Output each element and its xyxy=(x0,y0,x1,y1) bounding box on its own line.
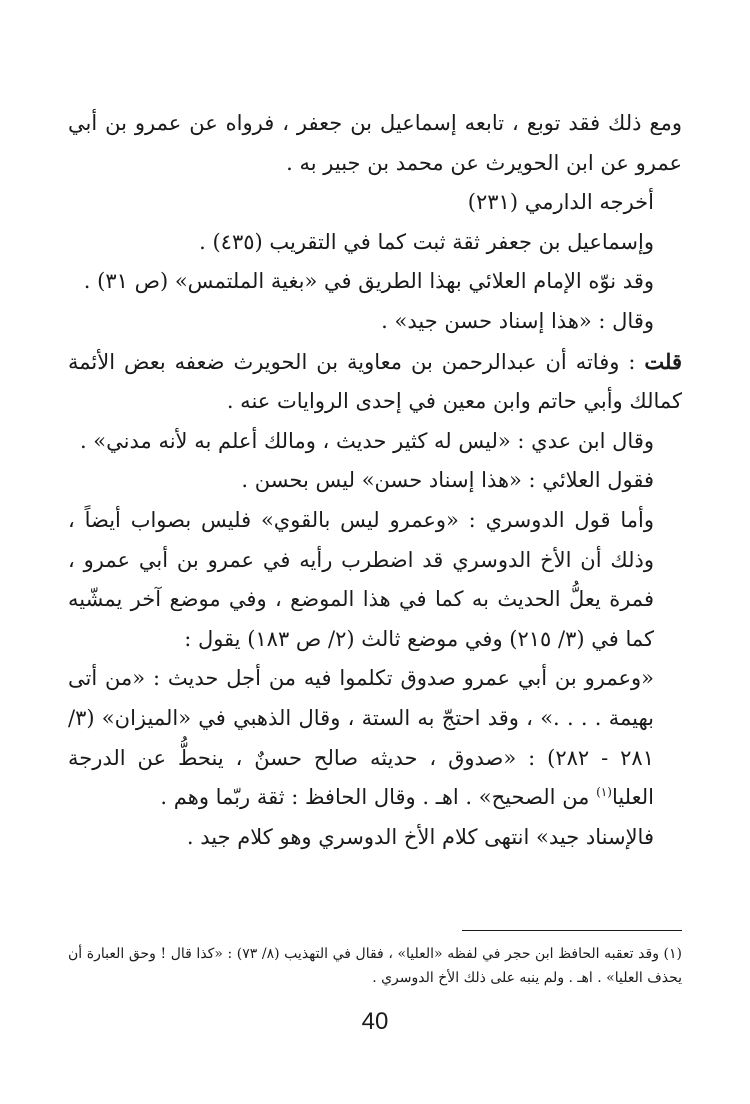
footnote-reference: (١) xyxy=(596,785,612,800)
paragraph-1: ومع ذلك فقد توبع ، تابعه إسماعيل بن جعفر ، فرواه عن عمرو بن أبي عمرو عن ابن الحويرث عن محمد بن جبير به . xyxy=(68,111,682,175)
paragraph-3: وإسماعيل بن جعفر ثقة ثبت كما في التقريب (٤٣٥) . xyxy=(199,229,654,254)
paragraph-8: فقول العلائي : «هذا إسناد حسن» ليس بحسن . xyxy=(241,468,654,493)
paragraph-6-text: : وفاته أن عبدالرحمن بن معاوية بن الحويرث ضعفه بعض الأئمة كمالك وأبي حاتم وابن معين في إحدى الروايات عنه . xyxy=(68,349,682,414)
paragraph-5: وقال : «هذا إسناد حسن جيد» . xyxy=(381,308,654,333)
paragraph-4: وقد نوّه الإمام العلائي بهذا الطريق في «بغية الملتمس» (ص ٣١) . xyxy=(83,269,654,294)
paragraph-10 xyxy=(68,659,682,817)
paragraph-6 xyxy=(68,342,682,422)
qult-label: قلت xyxy=(644,348,682,374)
paragraph-9: وأما قول الدوسري : «وعمرو ليس بالقوي» فليس بصواب أيضاً ، وذلك أن الأخ الدوسري قد اضطرب رأيه في عمرو بن أبي عمرو ، فمرة يعلُّ الحديث به كما في هذا الموضع ، وفي موضع آخر يمشّيه كما في (٣/ ٢١٥) وفي موضع ثالث (٢/ ص ١٨٣) يقول : xyxy=(68,507,654,651)
page-number: 40 xyxy=(361,1008,389,1035)
paragraph-7: وقال ابن عدي : «ليس له كثير حديث ، ومالك أعلم به لأنه مدني» . xyxy=(79,428,654,453)
footnote xyxy=(68,942,682,990)
paragraph-11: فالإسناد جيد» انتهى كلام الأخ الدوسري وهو كلام جيد . xyxy=(186,824,654,849)
footnote-divider xyxy=(462,930,682,931)
paragraph-10-text-b: من الصحيح» . اهـ . وقال الحافظ : ثقة ربّما وهم . xyxy=(160,785,597,810)
paragraph-10-text-a: «وعمرو بن أبي عمرو صدوق تكلموا فيه من أجل حديث : «من أتى بهيمة . . . .» ، وقد احتجّ به الستة ، وقال الذهبي في «الميزان» (٣/ ٢٨١ - ٢٨٢) : «صدوق ، حديثه صالح حسنٌ ، ينحطُّ عن الدرجة العليا xyxy=(68,666,654,810)
main-text xyxy=(68,104,682,857)
footnote-text: (١) وقد تعقبه الحافظ ابن حجر في لفظه «العليا» ، فقال في التهذيب (٨/ ٧٣) : «كذا قال ! وحق العبارة أن يحذف العليا» . اهـ . ولم ينبه على ذلك الأخ الدوسري . xyxy=(68,946,683,986)
paragraph-2: أخرجه الدارمي (٢٣١) xyxy=(467,190,654,215)
